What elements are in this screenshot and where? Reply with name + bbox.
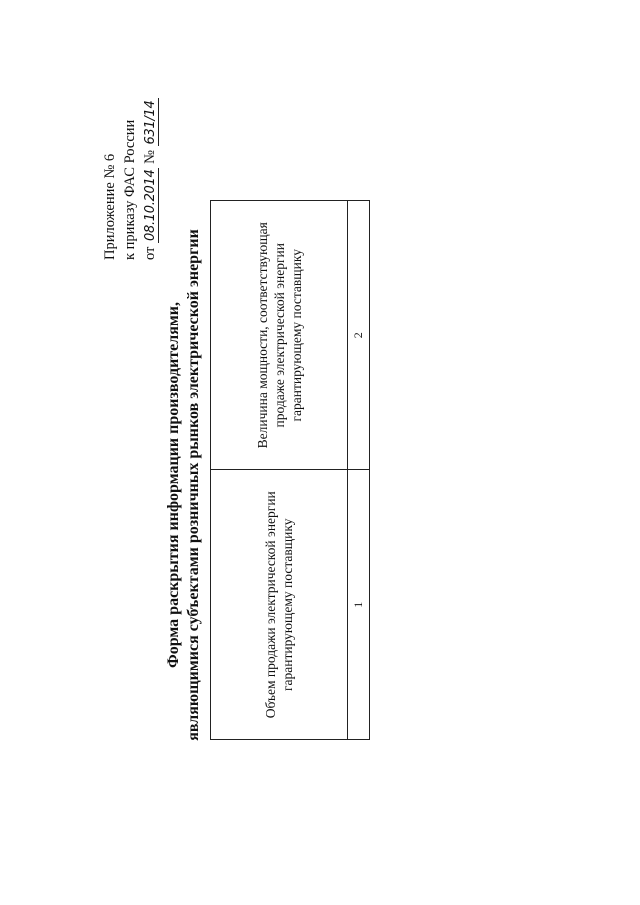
column-header-capacity: Величина мощности, соответствующая продаже электрической энергии гарантирующему поставщику — [211, 201, 348, 471]
disclosure-table — [210, 200, 370, 740]
form-title — [164, 215, 204, 755]
column-number-row — [348, 201, 370, 740]
form-title-line-1: Форма раскрытия информации производителями, — [165, 302, 182, 668]
form-title-line-2: являющимися субъектами розничных рынков электрической энергии — [185, 229, 202, 741]
number-sign: № — [142, 150, 158, 164]
from-label: от — [142, 246, 158, 260]
order-date: 08.10.2014 — [143, 169, 158, 241]
column-number-1: 1 — [348, 470, 370, 740]
column-number-2: 2 — [348, 201, 370, 471]
order-date-number-line — [140, 90, 161, 260]
column-header-sales-volume: Объем продажи электрической энергии гарантирующему поставщику — [211, 470, 348, 740]
appendix-number: Приложение № 6 — [102, 153, 118, 260]
order-reference: к приказу ФАС России — [122, 119, 138, 260]
order-number: 631/14 — [143, 100, 158, 145]
table-header-row — [211, 201, 348, 740]
appendix-header — [100, 90, 161, 260]
form-table — [210, 200, 370, 740]
